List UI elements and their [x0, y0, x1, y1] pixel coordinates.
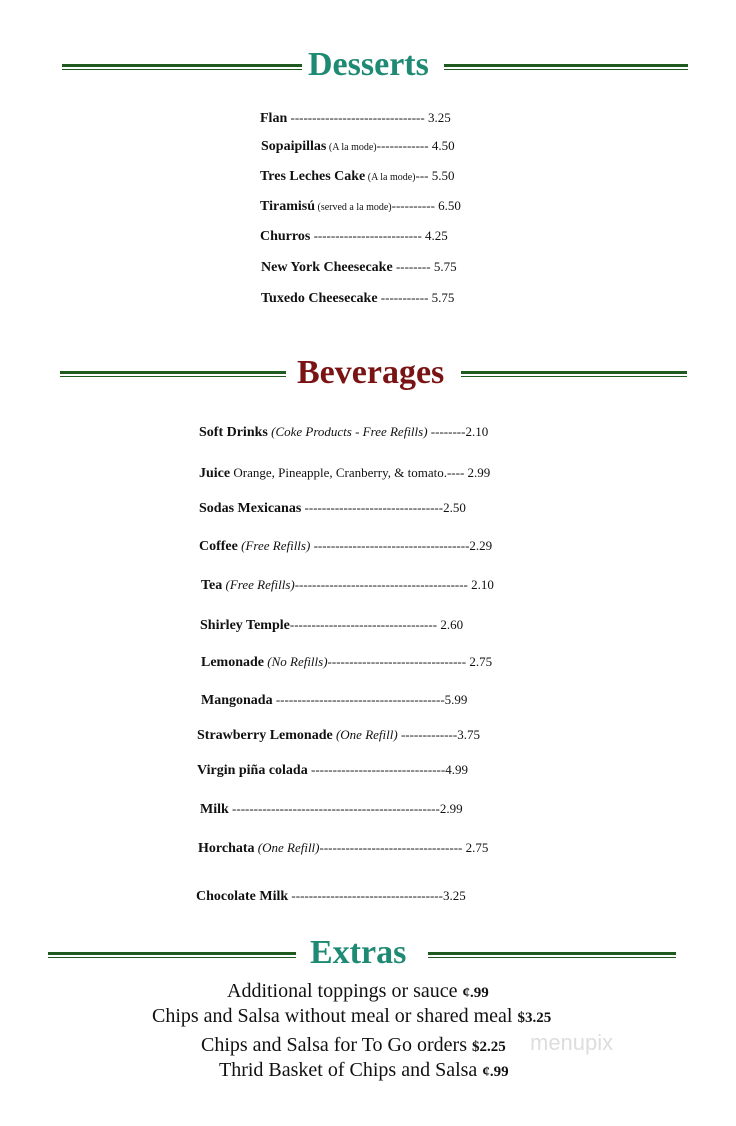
- beverage-item: [199, 500, 466, 517]
- beverage-item-leader: ------------------------------------: [310, 538, 470, 553]
- dessert-item-leader: -------------------------------: [287, 110, 428, 125]
- beverage-item-name: Soft Drinks: [199, 425, 268, 440]
- extra-item-price: $2.25: [471, 1039, 506, 1055]
- dessert-item: [260, 228, 448, 245]
- beverage-item-name: Strawberry Lemonade: [197, 728, 333, 743]
- beverage-item-note: (Free Refills): [237, 538, 311, 553]
- dessert-item-leader: -----------: [377, 290, 432, 305]
- dessert-item-price: 6.50: [438, 198, 461, 213]
- desserts-rule-left: [62, 64, 302, 71]
- extra-item-price: $3.25: [517, 1010, 552, 1026]
- beverage-item-note: (One Refill): [332, 727, 398, 742]
- beverage-item-leader: ---------------------------------: [319, 840, 466, 855]
- dessert-item: [261, 138, 455, 155]
- desserts-rule-right: [444, 64, 688, 71]
- beverage-item: [201, 692, 467, 709]
- beverage-item-note: (Coke Products - Free Refills): [267, 424, 428, 439]
- beverage-item-name: Shirley Temple: [200, 618, 290, 633]
- extra-item: [227, 980, 489, 1003]
- beverage-item-leader: ---------------------------------------: [272, 692, 445, 707]
- beverage-item-price: 2.99: [439, 801, 463, 816]
- dessert-item-price: 5.75: [431, 290, 455, 305]
- dessert-item-name: Tuxedo Cheesecake: [261, 291, 378, 306]
- dessert-item-leader: ---: [415, 168, 432, 183]
- beverage-item: [199, 538, 492, 555]
- beverage-item-price: 2.50: [443, 500, 466, 515]
- dessert-item-price: 4.50: [431, 138, 455, 153]
- beverage-item-price: 2.60: [440, 617, 464, 632]
- beverage-item-price: 2.99: [467, 465, 491, 480]
- beverage-item: [196, 888, 466, 905]
- beverage-item: [199, 424, 488, 441]
- beverages-rule-left: [60, 371, 286, 378]
- beverage-item-note: (No Refills): [264, 654, 328, 669]
- beverage-item-price: 2.75: [465, 840, 489, 855]
- dessert-item-note: (A la mode): [326, 142, 377, 153]
- beverage-item-price: 2.10: [471, 577, 494, 592]
- beverage-item-leader: ------------------------------------------------: [228, 801, 440, 816]
- dessert-item: [260, 110, 451, 127]
- beverage-item-name: Sodas Mexicanas: [199, 501, 302, 516]
- beverage-item-leader: -------------------------------: [307, 762, 446, 777]
- beverage-item-note: Orange, Pineapple, Cranberry, & tomato.: [230, 465, 447, 480]
- beverage-item-name: Juice: [199, 466, 231, 481]
- dessert-item-price: 5.75: [433, 259, 457, 274]
- beverage-item-name: Lemonade: [201, 655, 264, 670]
- beverage-item: [201, 577, 494, 594]
- beverage-item-price: 4.99: [445, 762, 468, 777]
- dessert-item-note: (A la mode): [365, 172, 416, 183]
- dessert-item-price: 5.50: [431, 168, 455, 183]
- extra-item-text: Chips and Salsa without meal or shared meal: [152, 1005, 513, 1027]
- extras-heading: Extras: [310, 934, 407, 971]
- extra-item-price: ¢.99: [462, 985, 489, 1001]
- beverage-item-leader: ----------------------------------------: [294, 577, 472, 592]
- beverage-item-name: Chocolate Milk: [196, 889, 289, 904]
- dessert-item-leader: ----------: [391, 198, 439, 213]
- dessert-item-name: Sopaipillas: [261, 139, 327, 154]
- beverage-item: [197, 762, 468, 779]
- beverage-item: [201, 654, 492, 671]
- beverage-item-leader: --------: [427, 424, 466, 439]
- beverage-item-price: 3.75: [457, 727, 480, 742]
- beverage-item-name: Coffee: [199, 539, 238, 554]
- beverages-heading: Beverages: [297, 354, 445, 391]
- beverage-item-note: (Free Refills): [222, 577, 295, 592]
- extra-item: [219, 1059, 509, 1082]
- beverage-item-name: Horchata: [198, 841, 255, 856]
- beverage-item: [198, 840, 488, 857]
- dessert-item-price: 3.25: [427, 110, 451, 125]
- extras-rule-right: [428, 952, 676, 959]
- beverage-item-leader: -----------------------------------: [288, 888, 443, 903]
- watermark: menupix: [530, 1030, 614, 1055]
- dessert-item: [260, 198, 461, 215]
- extra-item-text: Thrid Basket of Chips and Salsa: [219, 1059, 478, 1081]
- beverage-item: [197, 727, 480, 744]
- beverage-item-leader: --------------------------------: [327, 654, 470, 669]
- beverage-item-price: 2.29: [469, 538, 493, 553]
- beverage-item-price: 2.75: [469, 654, 493, 669]
- beverage-item-leader: --------------------------------: [301, 500, 444, 515]
- beverages-rule-right: [461, 371, 687, 378]
- beverage-item-price: 5.99: [444, 692, 468, 707]
- dessert-item-name: New York Cheesecake: [261, 260, 393, 275]
- dessert-item-note: (served a la mode): [314, 202, 392, 213]
- beverage-item-note: (One Refill): [254, 840, 320, 855]
- beverage-item-name: Tea: [201, 578, 223, 593]
- beverage-item: [200, 617, 463, 634]
- beverage-item: [199, 465, 490, 482]
- dessert-item-leader: ------------: [376, 138, 432, 153]
- dessert-item-name: Churros: [260, 229, 311, 244]
- extra-item: [152, 1005, 551, 1028]
- beverage-item-leader: ----: [446, 465, 468, 480]
- beverage-item-price: 3.25: [442, 888, 466, 903]
- beverage-item-leader: -------------: [397, 727, 458, 742]
- beverage-item-name: Mangonada: [201, 693, 273, 708]
- beverage-item-name: Milk: [200, 802, 229, 817]
- dessert-item: [261, 259, 457, 276]
- beverage-item-leader: ----------------------------------: [289, 617, 441, 632]
- extra-item-text: Additional toppings or sauce: [227, 980, 458, 1002]
- extra-item: [201, 1034, 506, 1057]
- dessert-item: [261, 290, 454, 307]
- beverage-item-price: 2.10: [465, 424, 489, 439]
- beverage-item: [200, 801, 463, 818]
- dessert-item-name: Flan: [260, 111, 288, 126]
- dessert-item-price: 4.25: [425, 228, 448, 243]
- dessert-item-leader: --------: [392, 259, 434, 274]
- dessert-item-name: Tres Leches Cake: [260, 169, 366, 184]
- dessert-item-leader: -------------------------: [310, 228, 426, 243]
- beverage-item-name: Virgin piña colada: [197, 763, 308, 778]
- extra-item-text: Chips and Salsa for To Go orders: [201, 1034, 467, 1056]
- desserts-heading: Desserts: [308, 46, 429, 83]
- extra-item-price: ¢.99: [482, 1064, 509, 1080]
- dessert-item: [260, 168, 455, 185]
- extras-rule-left: [48, 952, 296, 959]
- dessert-item-name: Tiramisú: [260, 199, 315, 214]
